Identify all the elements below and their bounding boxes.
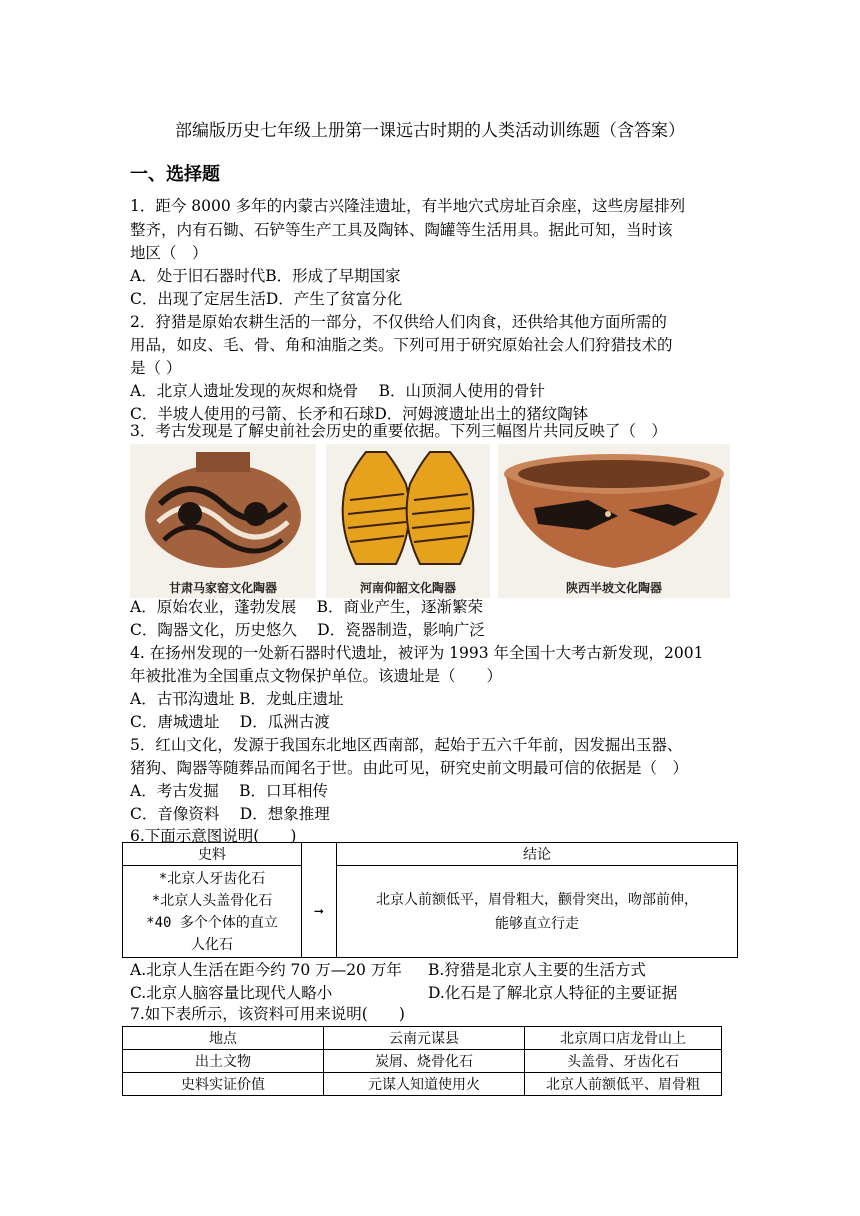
site-data-table [122,1026,722,1096]
question-1-line: 地区（ ） [130,244,208,262]
evidence-diagram-table [122,842,738,958]
evidence-list [123,866,302,958]
evidence-item: *北京人头盖骨化石 [151,892,273,909]
pottery-figures [130,444,730,598]
table-cell: 头盖骨、牙齿化石 [525,1050,722,1073]
table-cell: 炭屑、烧骨化石 [324,1050,525,1073]
question-3-option: C．陶器文化，历史悠久 D．瓷器制造，影响广泛 [130,621,485,639]
twin-pottery-vessels-icon [326,444,490,578]
question-6-line: 6.下面示意图说明( ) [130,827,297,845]
question-6-option-a: A.北京人生活在距今约 70 万—20 万年 [130,961,402,979]
question-3-line: 3．考古发现是了解史前社会历史的重要依据。下列三幅图片共同反映了（ ） [130,422,667,440]
question-5-line: 5．红山文化，发源于我国东北地区西南部，起始于五六千年前，因发掘出玉器、 [130,736,683,754]
table-cell: 北京周口店龙骨山上 [525,1027,722,1050]
conclusion-line: 北京人前额低平，眉骨粗大，颧骨突出，吻部前伸， [376,891,698,908]
evidence-item: 人化石 [191,936,233,953]
question-4-option: C．唐城遗址 D．瓜洲古渡 [130,713,330,731]
table-header-conclusion: 结论 [337,843,738,866]
figure-majiayao [130,444,316,598]
question-2-option: C．半坡人使用的弓箭、长矛和石球D．河姆渡遗址出土的猪纹陶钵 [130,405,589,423]
figure-banpo [498,444,730,598]
table-cell: 史料实证价值 [123,1073,324,1096]
figure-caption: 河南仰韶文化陶器 [359,581,456,595]
figure-yangshao [326,444,490,598]
question-4-line: 年被批准为全国重点文物保护单位。该遗址是（ ） [130,667,503,685]
question-1-line: 1．距今 8000 多年的内蒙古兴隆洼遗址，有半地穴式房址百余座，这些房屋排列 [130,197,686,215]
question-2-line: 2．狩猎是原始农耕生活的一部分，不仅供给人们肉食，还供给其他方面所需的 [130,313,667,331]
question-2-line: 用品，如皮、毛、骨、角和油脂之类。下列可用于研究原始社会人们狩猎技术的 [130,336,673,354]
arrow-icon: ➞ [302,866,337,958]
question-5-option: C．音像资料 D．想象推理 [130,805,330,823]
question-6-option-d: D.化石是了解北京人特征的主要证据 [428,984,678,1002]
question-7-line: 7.如下表所示，该资料可用来说明( ) [130,1005,405,1023]
question-2-option: A．北京人遗址发现的灰烬和烧骨 B．山顶洞人使用的骨针 [130,382,546,400]
conclusion-text [337,866,738,958]
figure-caption: 甘肃马家窑文化陶器 [168,581,277,595]
document-title: 部编版历史七年级上册第一课远古时期的人类活动训练题（含答案） [175,121,685,141]
question-6-option-b: B.狩猎是北京人主要的生活方式 [428,961,646,979]
table-header-evidence: 史料 [123,843,302,866]
table-spacer [302,843,337,866]
fish-pattern-basin-icon [498,444,730,578]
conclusion-line: 能够直立行走 [495,915,579,932]
question-1-option: C．出现了定居生活D．产生了贫富分化 [130,290,403,308]
evidence-item: *40 多个个体的直立 [146,914,278,931]
painted-pottery-jar-icon [130,444,316,578]
question-4-option: A．古邗沟遗址 B．龙虬庄遗址 [130,690,344,708]
question-5-option: A．考古发掘 B．口耳相传 [130,782,329,800]
table-cell: 元谋人知道使用火 [324,1073,525,1096]
question-3-option: A．原始农业，蓬勃发展 B．商业产生，逐渐繁荣 [130,598,484,616]
section-heading: 一、选择题 [130,164,220,185]
table-cell: 云南元谋县 [324,1027,525,1050]
question-5-line: 猪狗、陶器等随葬品而闻名于世。由此可见，研究史前文明最可信的依据是（ ） [130,759,689,777]
question-6-option-c: C.北京人脑容量比现代人略小 [130,984,333,1002]
table-cell: 北京人前额低平、眉骨粗 [525,1073,722,1096]
question-1-line: 整齐，内有石锄、石铲等生产工具及陶钵、陶罐等生活用具。据此可知，当时该 [130,221,673,239]
question-6-option-row [130,960,646,980]
table-cell: 出土文物 [123,1050,324,1073]
question-4-line: 4. 在扬州发现的一处新石器时代遗址，被评为 1993 年全国十大考古新发现，2001 [130,644,704,662]
question-6-option-row [130,983,678,1003]
figure-caption: 陕西半坡文化陶器 [565,581,662,595]
evidence-item: *北京人牙齿化石 [158,870,266,887]
question-1-option: A．处于旧石器时代B．形成了早期国家 [130,267,401,285]
table-cell: 地点 [123,1027,324,1050]
question-2-line: 是（ ） [130,359,182,377]
